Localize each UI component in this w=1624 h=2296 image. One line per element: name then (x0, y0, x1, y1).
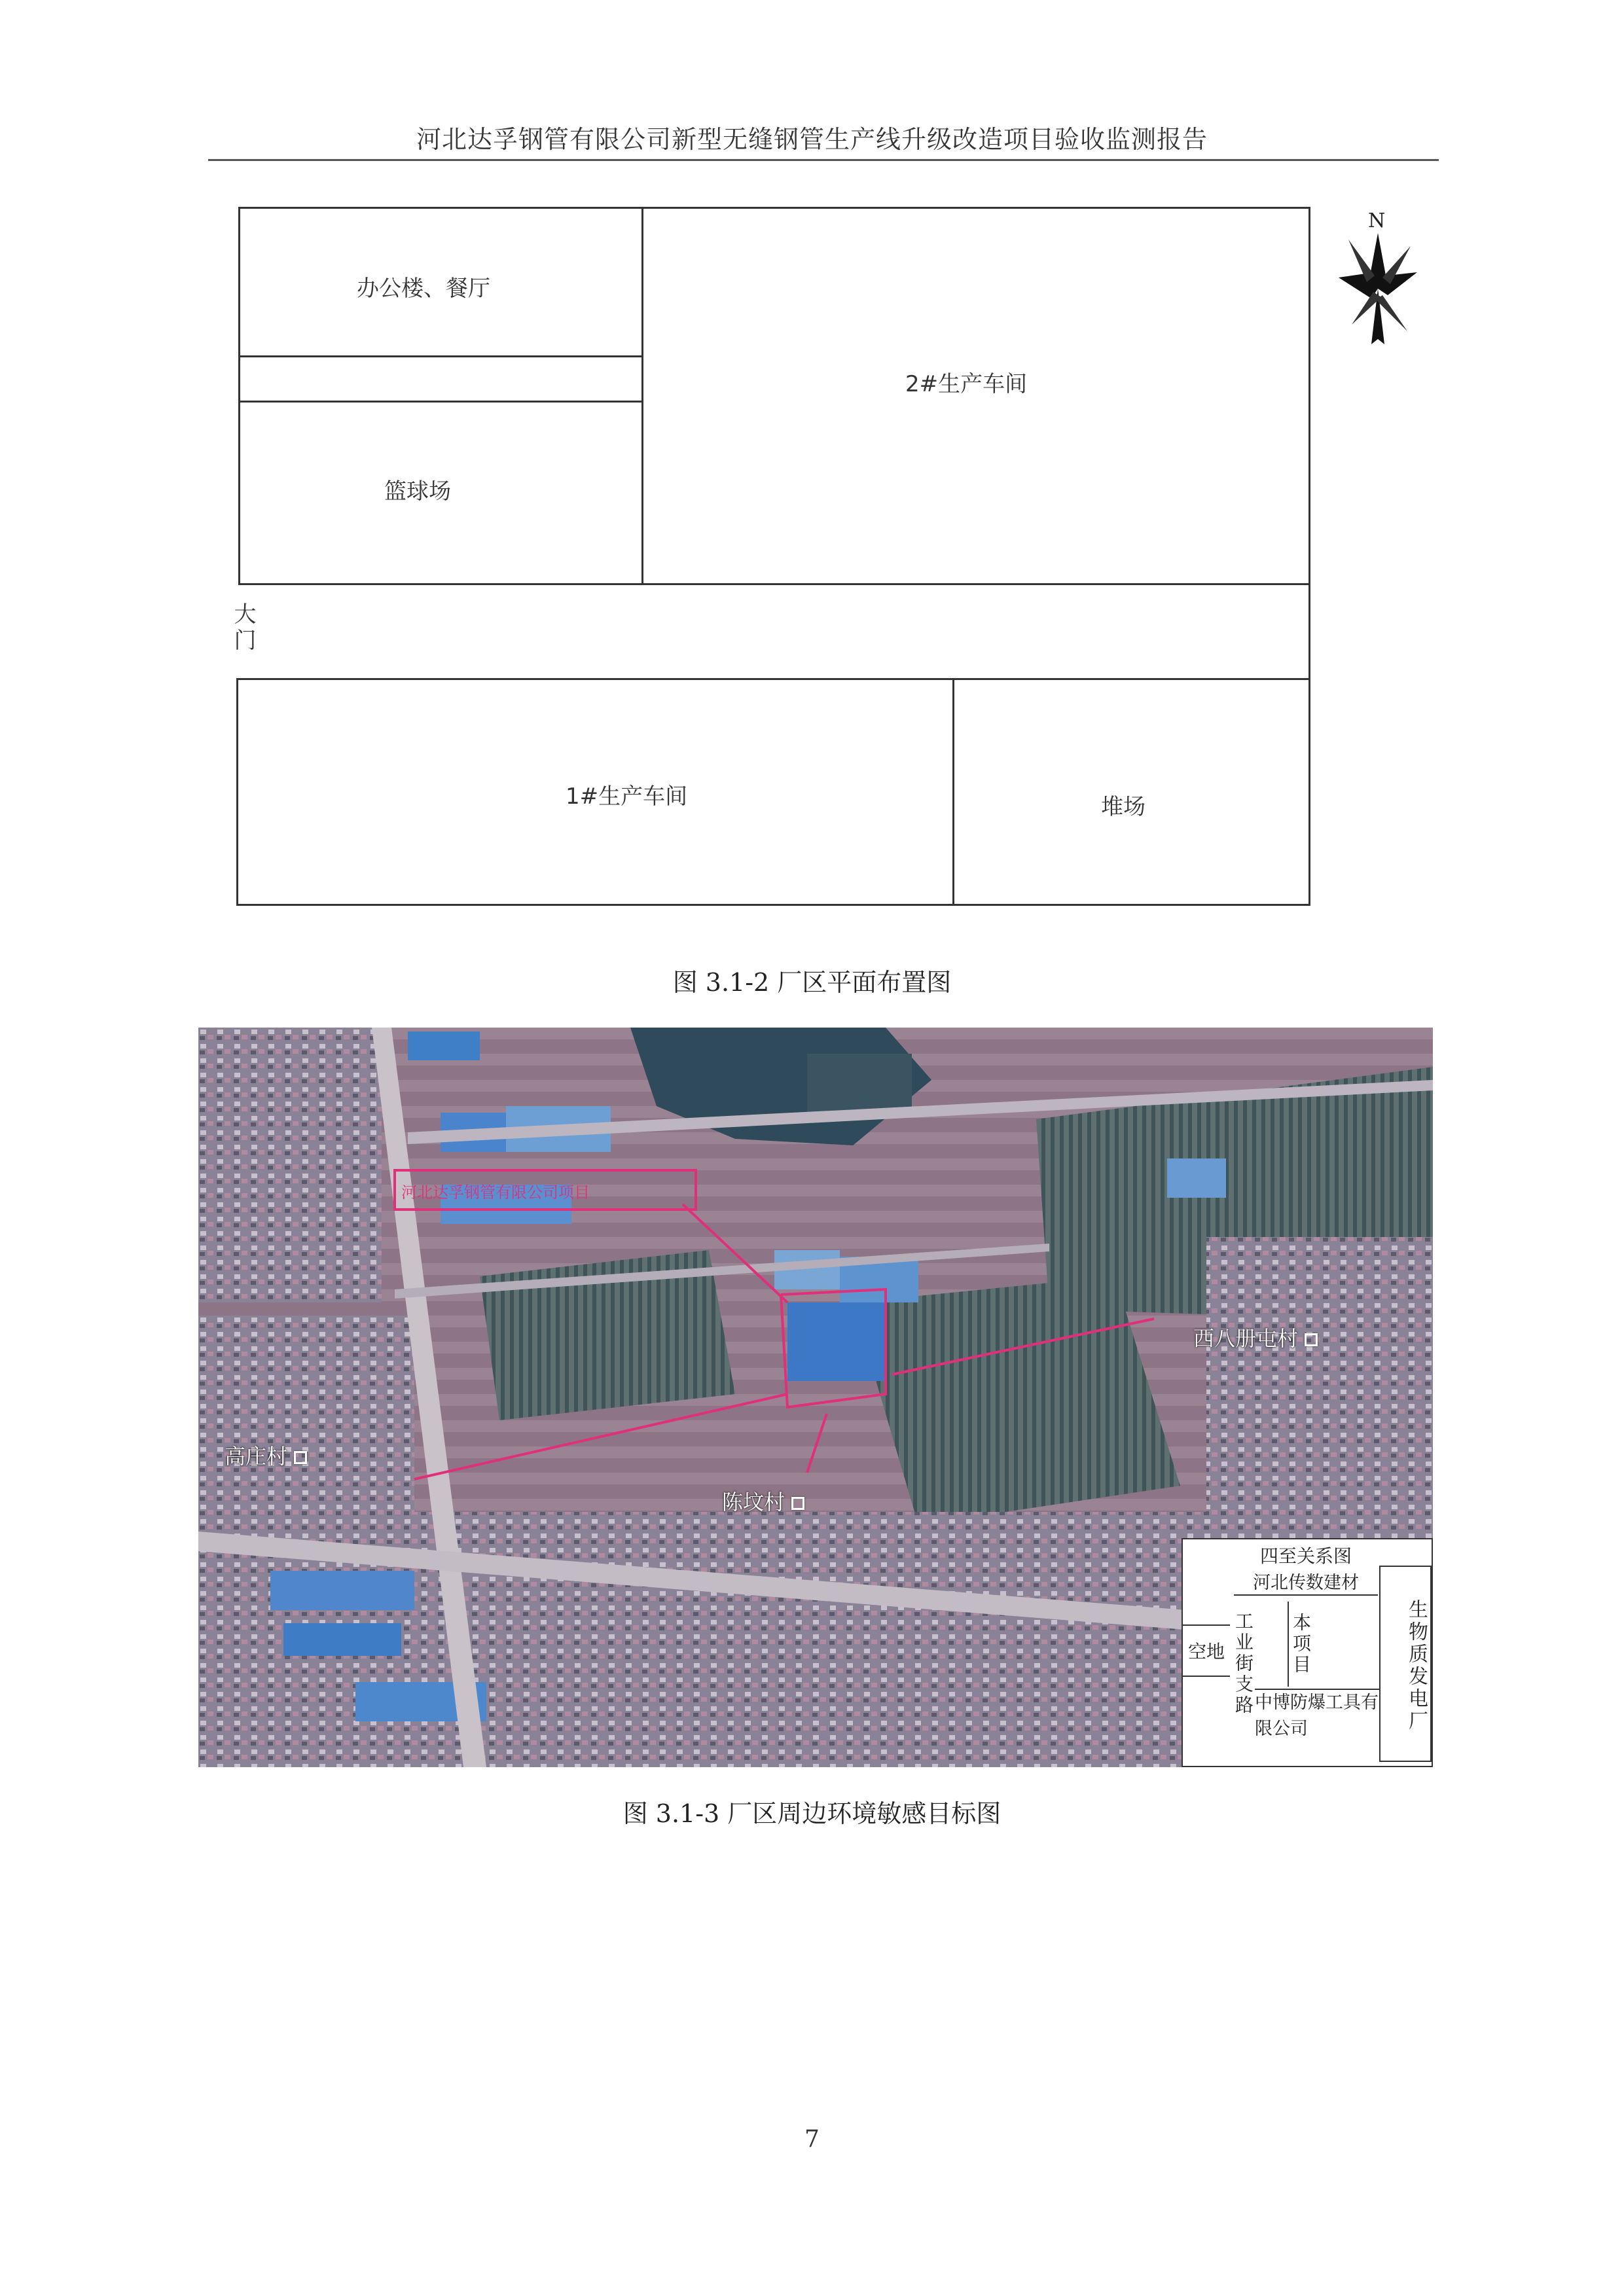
page-number: 7 (804, 2126, 820, 2153)
storage-yard (952, 678, 1310, 906)
workshop-2-label: 2#生产车间 (905, 371, 1028, 397)
legend-east-neighbor: 生物质发电厂 (1379, 1566, 1432, 1762)
village-chenjiacun-label: 陈坟村 (722, 1490, 785, 1515)
village-gaozhuang-label: 高庄村 (225, 1444, 288, 1469)
legend-west-neighbor: 空地 (1183, 1624, 1230, 1677)
header-divider (208, 159, 1439, 161)
basketball-label: 篮球场 (384, 478, 451, 505)
village-marker-icon (1305, 1333, 1318, 1346)
legend-title: 四至关系图 (1259, 1545, 1352, 1567)
village-marker-icon (294, 1451, 307, 1464)
workshop-1 (236, 678, 954, 906)
village-chenjiacun (722, 1486, 804, 1516)
workshop-2 (641, 207, 1310, 585)
legend-center: 本项目 (1288, 1602, 1314, 1687)
north-letter: N (1368, 209, 1386, 232)
north-arrow-icon (1335, 209, 1420, 347)
main-road (238, 583, 1310, 680)
village-xibachetun-label: 西八册屯村 (1193, 1326, 1299, 1351)
report-header: 河北达孚钢管有限公司新型无缝钢管生产线升级改造项目验收监测报告 (416, 125, 1208, 154)
village-gaozhuang (225, 1440, 307, 1470)
figure-caption-layout: 图 3.1-2 厂区平面布置图 (672, 968, 952, 997)
village-marker-icon (791, 1497, 804, 1510)
village-xibachetun (1193, 1322, 1318, 1352)
office-label: 办公楼、餐厅 (357, 276, 490, 302)
legend-north-neighbor: 河北传数建材 (1234, 1568, 1378, 1596)
legend-road: 工业街支路 (1233, 1611, 1254, 1716)
project-label: 河北达孚钢管有限公司项目 (401, 1183, 590, 1202)
storage-label: 堆场 (1101, 794, 1146, 820)
gate-label: 大门 (230, 602, 256, 655)
surroundings-legend (1182, 1538, 1433, 1767)
office-block (238, 207, 643, 357)
basketball-court (238, 401, 643, 585)
legend-south-neighbor: 中博防爆工具有限公司 (1255, 1689, 1379, 1742)
office-gap-strip (238, 355, 643, 403)
figure-caption-map: 图 3.1-3 厂区周边环境敏感目标图 (623, 1799, 1001, 1828)
workshop-1-label: 1#生产车间 (566, 783, 688, 810)
